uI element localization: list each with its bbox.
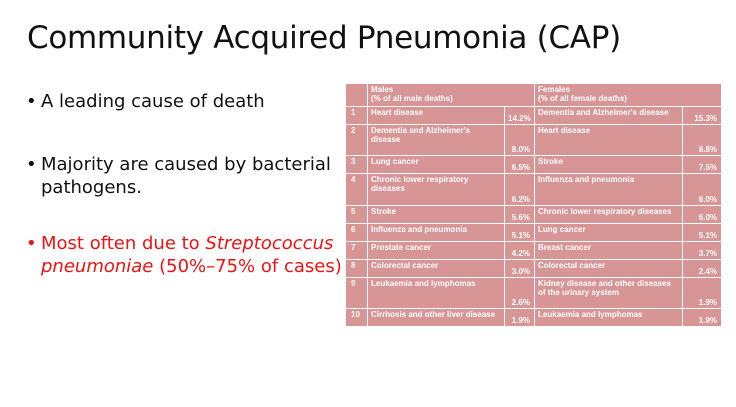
female-percent-cell: 3.7% bbox=[683, 241, 722, 259]
causes-table bbox=[345, 83, 722, 327]
female-percent-cell: 5.1% bbox=[683, 223, 722, 241]
female-cause-cell: Colorectal cancer bbox=[535, 259, 683, 277]
rank-cell: 9 bbox=[346, 277, 368, 308]
female-cause-cell: Dementia and Alzheimer's disease bbox=[535, 107, 683, 125]
header-females-subtitle: (% of all female deaths) bbox=[538, 94, 627, 103]
male-cause-cell: Cirrhosis and other liver disease bbox=[368, 308, 505, 326]
female-cause-cell: Kidney disease and other diseases of the urinary system bbox=[535, 277, 683, 308]
bullet-streptococcus-suffix: (50%–75% of cases) bbox=[153, 256, 342, 277]
female-percent-cell: 7.5% bbox=[683, 156, 722, 174]
female-percent-cell: 6.0% bbox=[683, 174, 722, 205]
male-percent-cell: 4.2% bbox=[505, 241, 535, 259]
rank-cell: 2 bbox=[346, 124, 368, 155]
bullet-list bbox=[26, 90, 346, 278]
rank-cell: 10 bbox=[346, 308, 368, 326]
female-percent-cell: 8.8% bbox=[683, 124, 722, 155]
table-row bbox=[346, 223, 722, 241]
table-header-row bbox=[346, 84, 722, 107]
female-percent-cell: 1.9% bbox=[683, 277, 722, 308]
table-row bbox=[346, 174, 722, 205]
bullet-leading-cause: • A leading cause of death bbox=[26, 90, 346, 113]
male-percent-cell: 8.0% bbox=[505, 124, 535, 155]
header-females-title: Females bbox=[538, 85, 571, 94]
slide-title: Community Acquired Pneumonia (CAP) bbox=[27, 20, 621, 56]
header-males-subtitle: (% of all male deaths) bbox=[371, 94, 453, 103]
male-percent-cell: 3.0% bbox=[505, 259, 535, 277]
male-percent-cell: 14.2% bbox=[505, 107, 535, 125]
female-cause-cell: Lung cancer bbox=[535, 223, 683, 241]
rank-cell: 4 bbox=[346, 174, 368, 205]
male-cause-cell: Influenza and pneumonia bbox=[368, 223, 505, 241]
male-percent-cell: 5.6% bbox=[505, 205, 535, 223]
male-percent-cell: 1.9% bbox=[505, 308, 535, 326]
header-males bbox=[368, 84, 535, 107]
female-cause-cell: Chronic lower respiratory diseases bbox=[535, 205, 683, 223]
male-percent-cell: 6.2% bbox=[505, 174, 535, 205]
male-cause-cell: Dementia and Alzheimer's disease bbox=[368, 124, 505, 155]
table-row bbox=[346, 259, 722, 277]
table-row bbox=[346, 205, 722, 223]
male-cause-cell: Lung cancer bbox=[368, 156, 505, 174]
male-cause-cell: Chronic lower respiratory diseases bbox=[368, 174, 505, 205]
female-cause-cell: Stroke bbox=[535, 156, 683, 174]
rank-cell: 7 bbox=[346, 241, 368, 259]
male-percent-cell: 2.6% bbox=[505, 277, 535, 308]
female-percent-cell: 2.4% bbox=[683, 259, 722, 277]
header-rank-cell bbox=[346, 84, 368, 107]
bullet-streptococcus bbox=[26, 232, 346, 278]
bullet-bacterial-pathogens: • Majority are caused by bacterial pathogens. bbox=[26, 153, 346, 199]
female-cause-cell: Breast cancer bbox=[535, 241, 683, 259]
male-cause-cell: Colorectal cancer bbox=[368, 259, 505, 277]
rank-cell: 3 bbox=[346, 156, 368, 174]
table-row bbox=[346, 241, 722, 259]
rank-cell: 1 bbox=[346, 107, 368, 125]
female-percent-cell: 15.3% bbox=[683, 107, 722, 125]
female-cause-cell: Influenza and pneumonia bbox=[535, 174, 683, 205]
bullet-streptococcus-organism: Streptococcus pneumoniae bbox=[41, 233, 334, 277]
female-cause-cell: Heart disease bbox=[535, 124, 683, 155]
causes-of-death-table bbox=[345, 83, 721, 327]
female-percent-cell: 6.0% bbox=[683, 205, 722, 223]
table-row bbox=[346, 277, 722, 308]
male-cause-cell: Stroke bbox=[368, 205, 505, 223]
table-row bbox=[346, 107, 722, 125]
female-cause-cell: Leukaemia and lymphomas bbox=[535, 308, 683, 326]
male-cause-cell: Heart disease bbox=[368, 107, 505, 125]
male-cause-cell: Prostate cancer bbox=[368, 241, 505, 259]
rank-cell: 8 bbox=[346, 259, 368, 277]
table-row bbox=[346, 124, 722, 155]
female-percent-cell: 1.9% bbox=[683, 308, 722, 326]
header-females bbox=[535, 84, 722, 107]
bullet-streptococcus-prefix: Most often due to bbox=[41, 233, 206, 254]
male-percent-cell: 5.1% bbox=[505, 223, 535, 241]
male-cause-cell: Leukaemia and lymphomas bbox=[368, 277, 505, 308]
table-row bbox=[346, 156, 722, 174]
rank-cell: 6 bbox=[346, 223, 368, 241]
rank-cell: 5 bbox=[346, 205, 368, 223]
male-percent-cell: 6.5% bbox=[505, 156, 535, 174]
table-row bbox=[346, 308, 722, 326]
header-males-title: Males bbox=[371, 85, 394, 94]
